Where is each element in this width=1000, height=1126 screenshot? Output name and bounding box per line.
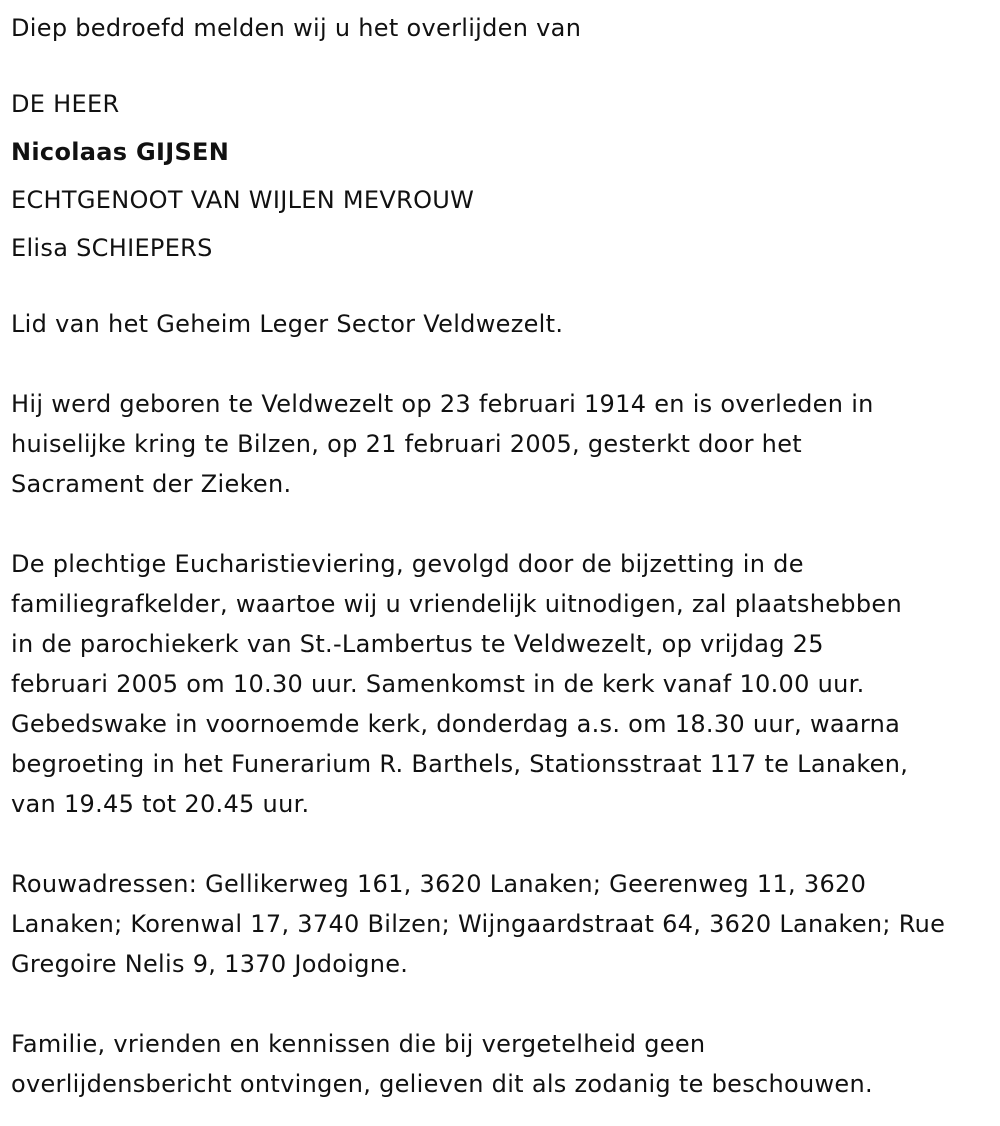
- paragraph-line: begroeting in het Funerarium R. Barthels, Stationsstraat 117 te Lanaken,: [11, 750, 909, 778]
- paragraph-line: Rouwadressen: Gellikerweg 161, 3620 Lanaken; Geerenweg 11, 3620: [11, 870, 867, 898]
- paragraph-line: De plechtige Eucharistieviering, gevolgd door de bijzetting in de: [11, 550, 804, 578]
- deceased-header: [11, 80, 996, 272]
- paragraph-line: Familie, vrienden en kennissen die bij vergetelheid geen: [11, 1030, 706, 1058]
- title-prefix: DE HEER: [11, 90, 120, 118]
- death-notice: [11, 8, 996, 1104]
- closing-paragraph: [11, 1024, 996, 1104]
- paragraph-line: Lanaken; Korenwal 17, 3740 Bilzen; Wijngaardstraat 64, 3620 Lanaken; Rue: [11, 910, 946, 938]
- addresses-paragraph: [11, 864, 996, 984]
- paragraph-line: Hij werd geboren te Veldwezelt op 23 februari 1914 en is overleden in: [11, 390, 874, 418]
- spacer: [11, 504, 996, 544]
- spacer: [11, 824, 996, 864]
- intro-text: Diep bedroefd melden wij u het overlijden van: [11, 14, 582, 42]
- paragraph-line: huiselijke kring te Bilzen, op 21 februari 2005, gesterkt door het: [11, 430, 802, 458]
- spacer: [11, 984, 996, 1024]
- birth-death-paragraph: [11, 384, 996, 504]
- spacer: [11, 344, 996, 384]
- paragraph-line: Gebedswake in voornoemde kerk, donderdag a.s. om 18.30 uur, waarna: [11, 710, 901, 738]
- spouse-name: Elisa SCHIEPERS: [11, 234, 213, 262]
- spacer: [11, 272, 996, 304]
- spouse-label: ECHTGENOOT VAN WIJLEN MEVROUW: [11, 186, 475, 214]
- paragraph-line: Sacrament der Zieken.: [11, 470, 292, 498]
- paragraph-line: Gregoire Nelis 9, 1370 Jodoigne.: [11, 950, 409, 978]
- paragraph-line: februari 2005 om 10.30 uur. Samenkomst in de kerk vanaf 10.00 uur.: [11, 670, 865, 698]
- paragraph-line: familiegrafkelder, waartoe wij u vriendelijk uitnodigen, zal plaatshebben: [11, 590, 902, 618]
- ceremony-paragraph: [11, 544, 996, 824]
- paragraph-line: van 19.45 tot 20.45 uur.: [11, 790, 310, 818]
- membership-text: Lid van het Geheim Leger Sector Veldwezelt.: [11, 310, 564, 338]
- paragraph-line: overlijdensbericht ontvingen, gelieven dit als zodanig te beschouwen.: [11, 1070, 873, 1098]
- spacer: [11, 48, 996, 80]
- deceased-name: Nicolaas GIJSEN: [11, 138, 230, 166]
- paragraph-line: in de parochiekerk van St.-Lambertus te Veldwezelt, op vrijdag 25: [11, 630, 824, 658]
